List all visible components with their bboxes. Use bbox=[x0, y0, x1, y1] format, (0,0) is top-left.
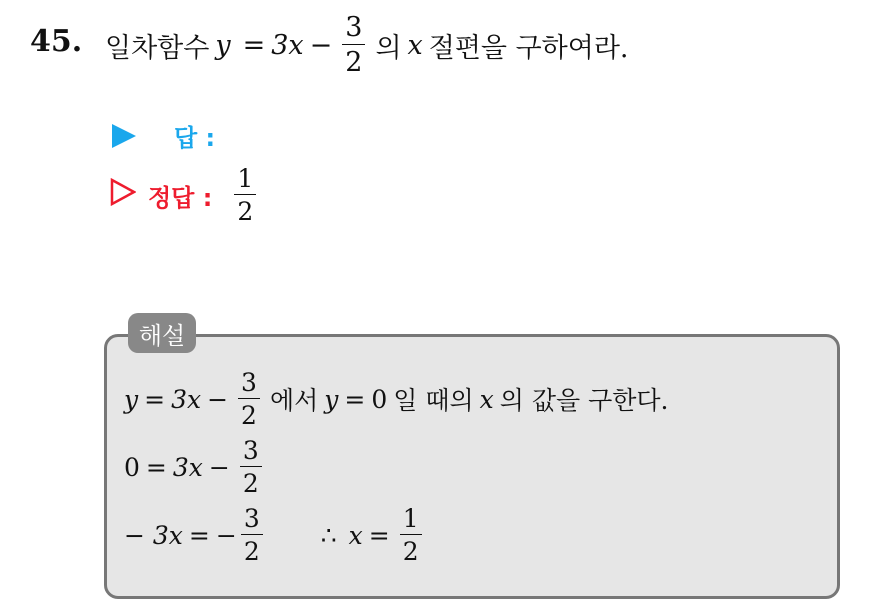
fraction-denominator: 2 bbox=[402, 537, 419, 566]
fraction bbox=[400, 506, 422, 564]
correct-answer-row bbox=[110, 166, 260, 224]
explanation-text: 에서 bbox=[269, 386, 319, 415]
math-equals: = bbox=[145, 452, 167, 482]
question-text bbox=[105, 14, 635, 76]
math-x: x bbox=[348, 520, 363, 550]
fraction-denominator: 2 bbox=[345, 47, 363, 78]
play-triangle-filled-icon bbox=[112, 124, 136, 148]
fraction bbox=[342, 14, 365, 76]
fraction-numerator: 3 bbox=[240, 438, 262, 467]
math-equals: = bbox=[344, 384, 366, 414]
math-x: x bbox=[407, 29, 423, 61]
fraction-numerator: 3 bbox=[238, 370, 260, 399]
answer-label: 답 : bbox=[174, 124, 216, 152]
explanation-text: 일 때의 bbox=[393, 386, 474, 415]
explanation-line-3 bbox=[124, 506, 426, 564]
explanation-line-1 bbox=[124, 370, 675, 428]
math-minus-3x: − 3x bbox=[124, 520, 183, 550]
answer-row bbox=[112, 118, 215, 153]
question-suffix: 절편을 구하여라. bbox=[428, 32, 629, 64]
fraction-denominator: 2 bbox=[242, 469, 259, 498]
explanation-line-2 bbox=[124, 438, 266, 496]
math-equals: = bbox=[242, 29, 266, 61]
correct-answer-label: 정답 : bbox=[148, 183, 213, 212]
math-equals: = bbox=[188, 520, 210, 550]
fraction-denominator: 2 bbox=[243, 537, 260, 566]
math-3x: 3x bbox=[171, 384, 202, 414]
explanation-text: 의 값을 구한다. bbox=[499, 386, 669, 415]
math-minus: − bbox=[207, 384, 229, 414]
math-3x: 3x bbox=[271, 29, 304, 61]
math-equals: = bbox=[144, 384, 166, 414]
question-number: 45. bbox=[30, 24, 83, 59]
question-prefix: 일차함수 bbox=[105, 32, 210, 64]
math-zero: 0 bbox=[371, 384, 388, 414]
math-minus: − bbox=[215, 520, 237, 550]
therefore-symbol: ∴ bbox=[320, 520, 337, 550]
play-triangle-outline-icon bbox=[110, 178, 136, 212]
fraction-numerator: 3 bbox=[342, 14, 365, 45]
fraction-numerator: 3 bbox=[241, 506, 263, 535]
fraction bbox=[241, 506, 263, 564]
explanation-tag: 해설 bbox=[128, 313, 196, 353]
math-minus: − bbox=[208, 452, 230, 482]
math-minus: − bbox=[309, 29, 333, 61]
math-zero: 0 bbox=[124, 452, 140, 482]
fraction bbox=[240, 438, 262, 496]
math-y: y bbox=[124, 384, 139, 414]
math-y: y bbox=[215, 29, 231, 61]
correct-answer-denominator: 2 bbox=[237, 197, 254, 226]
correct-answer-fraction bbox=[234, 166, 256, 224]
math-y: y bbox=[324, 384, 339, 414]
fraction-numerator: 1 bbox=[400, 506, 422, 535]
correct-answer-numerator: 1 bbox=[234, 166, 256, 195]
fraction-denominator: 2 bbox=[241, 401, 257, 430]
math-3x: 3x bbox=[172, 452, 203, 482]
question-particle: 의 bbox=[375, 32, 402, 64]
math-equals: = bbox=[368, 520, 390, 550]
math-x: x bbox=[479, 384, 494, 414]
fraction bbox=[238, 370, 260, 428]
